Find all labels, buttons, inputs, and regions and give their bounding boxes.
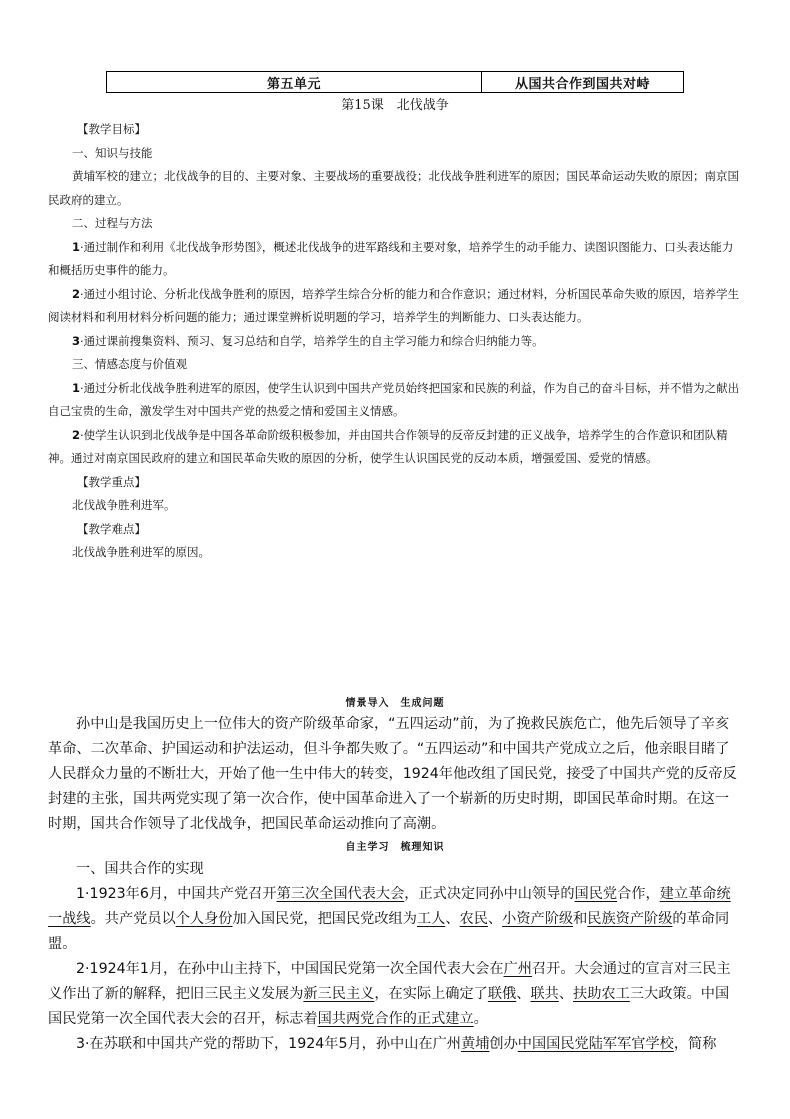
item-text: ·通过小组讨论、分析北伐战争胜利的原因，培养学生综合分析的能力和合作意识；通过材料，分析国民革命失败的原因，培养学生阅读材料和利用材料分析问题的能力；通过课堂辨析说明题的学习，培养学生的判断能力、口头表达能力。 (48, 286, 740, 324)
teaching-goals-section (48, 118, 742, 565)
text-run: 加入国民党，把国民党改组为 (232, 911, 417, 927)
item-number: 1 (72, 380, 81, 395)
process-item-1 (48, 236, 742, 283)
emotion-item-1 (48, 377, 742, 424)
fill-in-answer: 新三民主义 (303, 986, 375, 1002)
text-run: ，简称 (673, 1036, 717, 1052)
key-points-text: 北伐战争胜利进军。 (72, 498, 176, 512)
item-number: 2 (72, 286, 81, 301)
item-number: 1 (72, 239, 81, 254)
unit-number: 第五单元 (107, 72, 482, 92)
fill-in-answer: 第三次全国代表大会 (276, 886, 405, 902)
item-text: ·通过分析北伐战争胜利进军的原因，使学生认识到中国共产党员始终把国家和民族的利益，作为自己的奋斗目标，并不惜为之献出自己宝贵的生命，激发学生对中国共产党的热爱之情和爱国主义情感。 (48, 380, 740, 418)
knowledge-text: 黄埔军校的建立；北伐战争的目的、主要对象、主要战场的重要战役；北伐战争胜利进军的原因；国民革命运动失败的原因；南京国民政府的建立。 (48, 169, 739, 207)
text-run: 召开。大会通过的宣言对三民主义作出了新的解释，把旧三民主义发展为 (48, 961, 731, 1002)
goals-heading: 【教学目标】 (77, 122, 146, 136)
text-run: ，正式决定同孙中山领导的 (404, 886, 575, 902)
text-run: 和 (573, 911, 588, 927)
fill-in-answer: 国共两党合作的正式建立 (317, 1011, 474, 1027)
fill-in-answer: 农民 (459, 911, 488, 927)
item-text: ·使学生认识到北伐战争是中国各革命阶级积极参加，并由国共合作领导的反帝反封建的正义战争，培养学生的合作意识和团队精神。通过对南京国民政府的建立和国民革命失败的原因的分析，使学生认识国民党的反动本质，增强爱国、爱党的情感。 (48, 427, 728, 465)
fill-in-answer: 广州 (503, 961, 532, 977)
selfstudy-paragraph-1 (48, 882, 742, 957)
knowledge-heading: 一、知识与技能 (72, 145, 153, 160)
text-run: 、 (487, 911, 503, 927)
process-item-3 (48, 330, 742, 354)
lesson-title: 第15课 北伐战争 (341, 98, 449, 113)
text-run: 、 (516, 986, 531, 1002)
item-number: 2 (72, 427, 81, 442)
difficulty-heading: 【教学难点】 (77, 521, 146, 536)
text-run: ·1923年6月，中国共产党召开 (85, 886, 277, 902)
item-text: ·通过课前搜集资料、预习、复习总结和自学，培养学生的自主学习能力和综合归纳能力等。 (80, 333, 544, 348)
process-item-2 (48, 283, 742, 330)
fill-in-answer: 联共 (530, 986, 559, 1002)
selfstudy-section (48, 857, 742, 1057)
fill-in-answer: 扶助农工 (573, 986, 630, 1002)
fill-in-answer: 工人 (416, 911, 446, 927)
fill-in-answer: 黄埔 (461, 1036, 490, 1052)
text-run: 、 (558, 986, 574, 1002)
text-run: 合作， (617, 886, 660, 902)
fill-in-answer: 国民党 (574, 886, 618, 902)
text-run: 的革命同盟。 (48, 911, 730, 952)
intro-heading: 情景导入 生成问题 (345, 698, 445, 709)
fill-in-answer: 中国国民党陆军军官学校 (517, 1036, 674, 1052)
text-run: ，在实际上确定了 (374, 986, 488, 1002)
text-run: 1 (76, 886, 86, 902)
text-run: 2 (76, 961, 86, 977)
fill-in-answer: 小资产阶级 (502, 911, 574, 927)
text-run: 创办 (489, 1036, 518, 1052)
selfstudy-paragraph-3 (48, 1032, 742, 1057)
text-run: 3 (76, 1036, 86, 1052)
process-heading: 二、过程与方法 (72, 216, 153, 230)
item-number: 3 (72, 333, 81, 348)
text-run: ·1924年1月，在孙中山主持下，中国国民党第一次全国代表大会在 (85, 961, 504, 977)
emotion-heading: 三、情感态度与价值观 (72, 357, 187, 371)
fill-in-answer: 个人身份 (175, 911, 233, 927)
emotion-item-2 (48, 424, 742, 471)
unit-title: 从国共合作到国共对峙 (514, 76, 650, 92)
fill-in-answer: 建立革命统一战线 (48, 886, 731, 927)
fill-in-answer: 联俄 (487, 986, 517, 1002)
text-run: 、 (445, 911, 460, 927)
selfstudy-paragraph-2 (48, 957, 742, 1032)
difficulty-text: 北伐战争胜利进军的原因。 (72, 545, 210, 559)
text-run: 。共产党员以 (90, 911, 176, 927)
selfstudy-subheading: 一、国共合作的实现 (76, 861, 204, 877)
unit-header-table (106, 71, 684, 93)
text-run: 三大政策。中国国民党第一次全国代表大会的召开，标志着 (48, 986, 730, 1027)
fill-in-answer: 民族资产阶级 (587, 911, 673, 927)
item-text: ·通过制作和利用《北伐战争形势图》，概述北伐战争的进军路线和主要对象，培养学生的动手能力、读图识图能力、口头表达能力和概括历史事件的能力。 (48, 239, 734, 277)
key-points-heading: 【教学重点】 (77, 474, 146, 489)
text-run: 。 (473, 1011, 488, 1027)
intro-paragraph: 孙中山是我国历史上一位伟大的资产阶级革命家，“五四运动”前，为了挽救民族危亡，他先后领导了辛亥革命、二次革命、护国运动和护法运动，但斗争都失败了。“五四运动”和中国共产党成立之后，他亲眼目睹了人民群众力量的不断壮大，开始了他一生中伟大的转变，1924年他改组了国民党，接受了中国共产党的反帝反封建的主张，国共两党实现了第一次合作，使中国革命进入了一个崭新的历史时期，即国民革命时期。在这一时期，国共合作领导了北伐战争，把国民革命运动推向了高潮。 (48, 716, 737, 832)
intro-section (48, 712, 742, 837)
text-run: ·在苏联和中国共产党的帮助下，1924年5月，孙中山在广州 (85, 1036, 461, 1052)
selfstudy-heading: 自主学习 梳理知识 (345, 842, 445, 853)
